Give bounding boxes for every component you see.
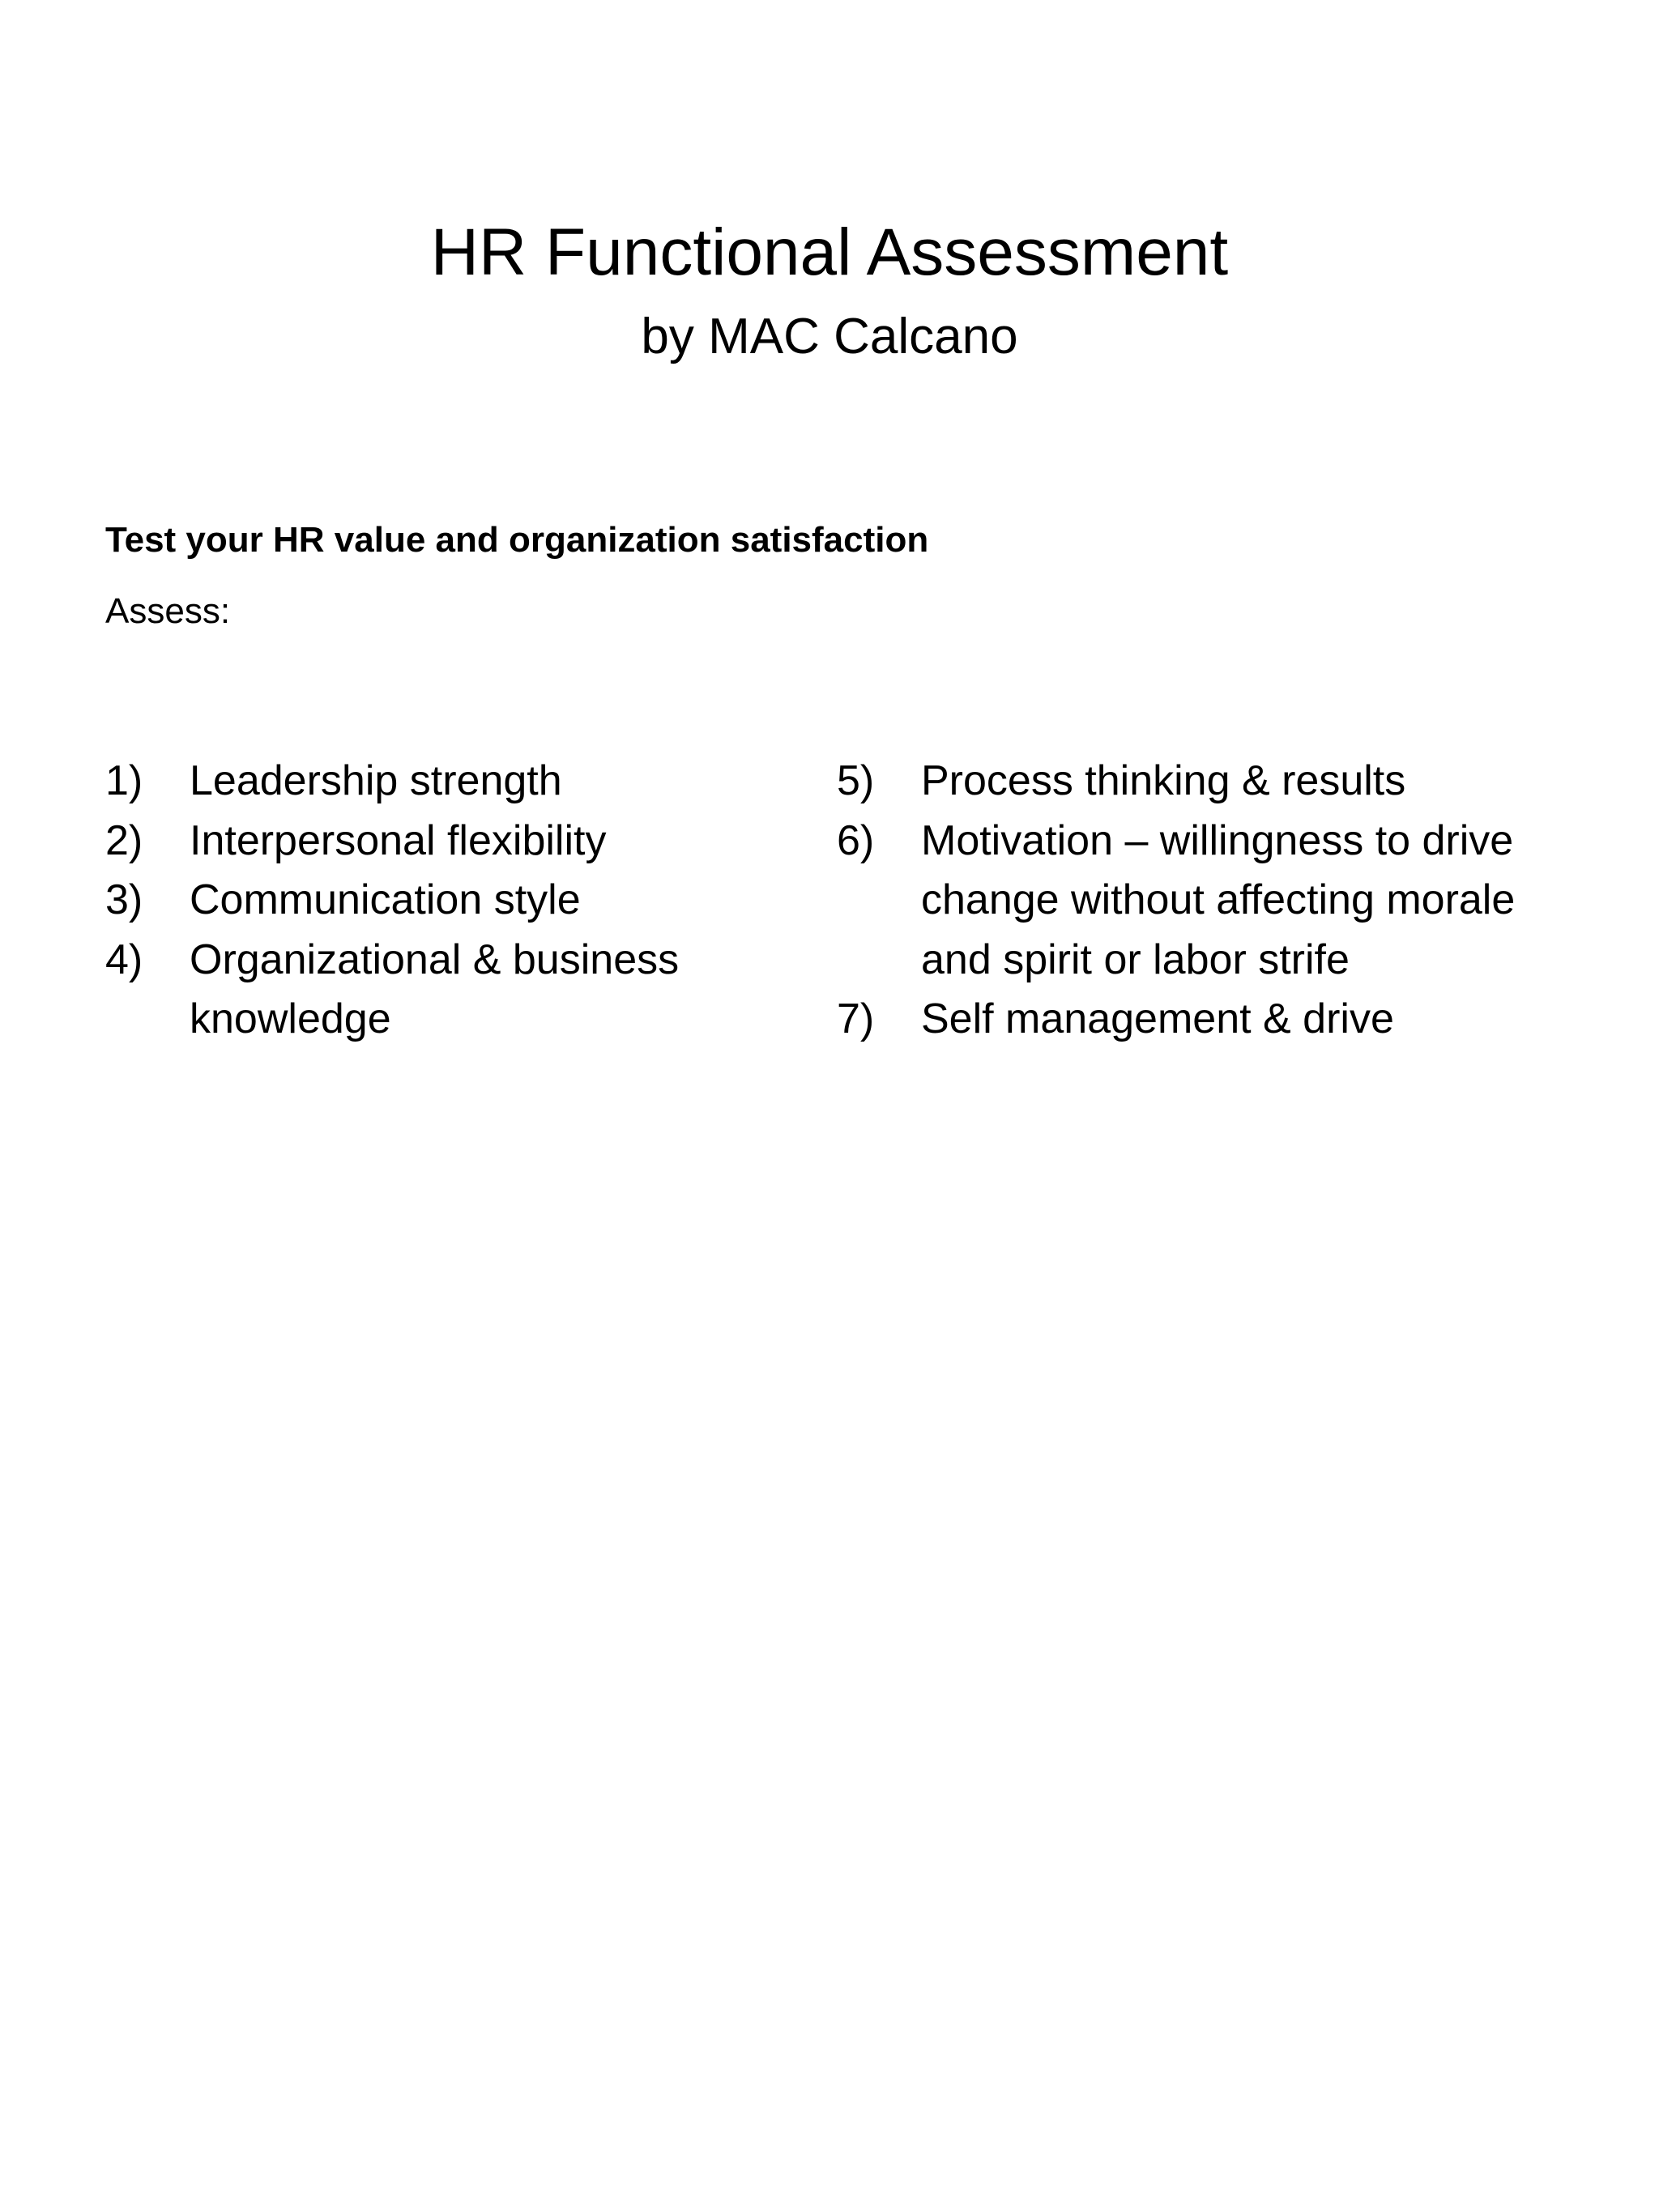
list-item-text: Organizational & business knowledge bbox=[190, 936, 680, 1042]
list-item-text: Motivation – willingness to drive change without affecting morale and spirit or labor strife bbox=[921, 816, 1516, 983]
list-item-text: Leadership strength bbox=[190, 757, 562, 804]
list-item-number: 2) bbox=[105, 816, 143, 864]
list-item-number: 5) bbox=[837, 757, 875, 804]
list-item bbox=[837, 990, 1566, 1050]
list-item-text: Interpersonal flexibility bbox=[190, 816, 607, 864]
list-item-number: 4) bbox=[105, 936, 143, 983]
section-heading: Test your HR value and organization satisfaction bbox=[105, 520, 929, 560]
list-item-text: Process thinking & results bbox=[921, 757, 1406, 804]
list-item bbox=[105, 931, 770, 1050]
list-item bbox=[105, 752, 770, 812]
list-item bbox=[105, 812, 770, 872]
list-item-number: 6) bbox=[837, 816, 875, 864]
assessment-list-left bbox=[105, 752, 770, 1050]
page-title: HR Functional Assessment bbox=[430, 215, 1229, 289]
list-item-text: Self management & drive bbox=[921, 995, 1394, 1042]
list-item bbox=[837, 752, 1566, 812]
list-item-number: 7) bbox=[837, 995, 875, 1042]
assess-label: Assess: bbox=[105, 591, 231, 631]
list-item bbox=[105, 871, 770, 931]
assessment-list-right bbox=[837, 752, 1566, 1050]
list-item bbox=[837, 812, 1566, 991]
list-item-text: Communication style bbox=[190, 876, 581, 923]
list-item-number: 1) bbox=[105, 757, 143, 804]
list-item-number: 3) bbox=[105, 876, 143, 923]
page-subtitle: by MAC Calcano bbox=[641, 309, 1018, 364]
